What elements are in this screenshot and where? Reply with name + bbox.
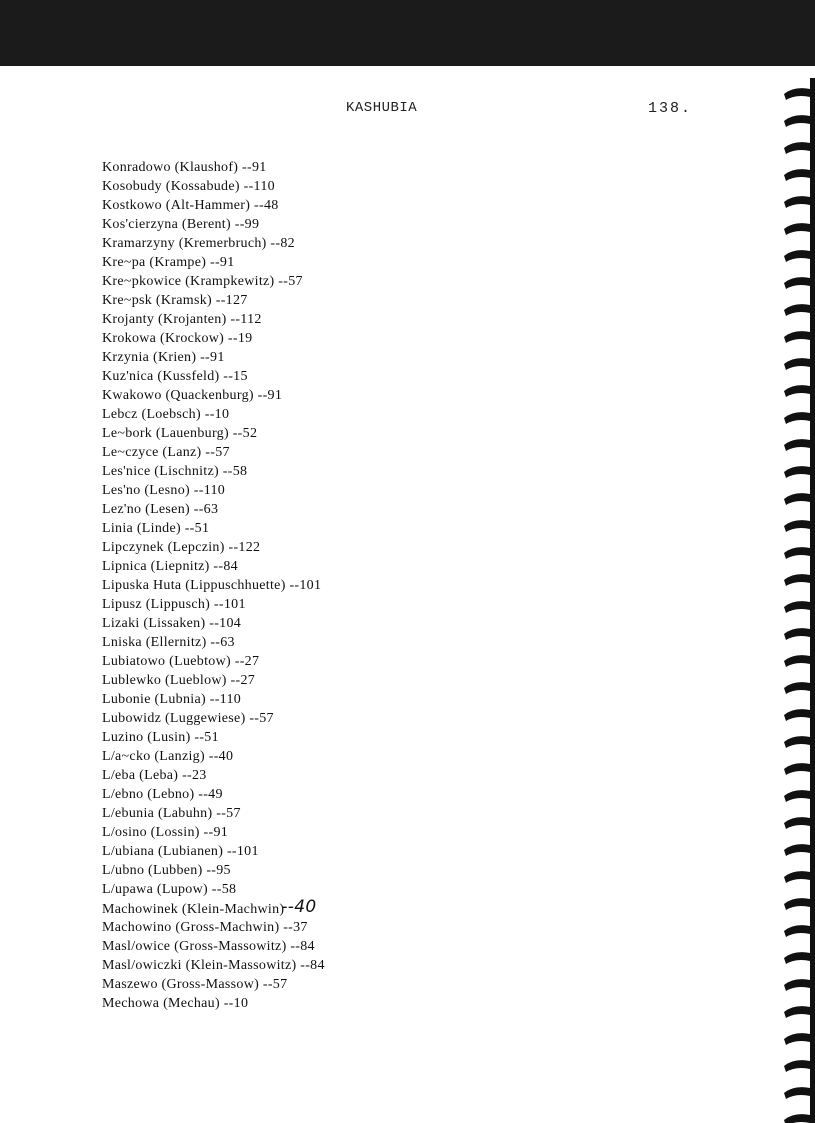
- binding-ring: [784, 1087, 810, 1099]
- binding-ring: [784, 871, 810, 883]
- list-item: [102, 253, 325, 272]
- list-item: [102, 652, 325, 671]
- list-item: [102, 842, 325, 861]
- binding-spine: [810, 78, 815, 1123]
- entry-text: Lubiatowo (Luebtow) --27: [102, 654, 260, 669]
- entry-text: Lez'no (Lesen) --63: [102, 502, 219, 517]
- list-item: [102, 709, 325, 728]
- list-item: [102, 215, 325, 234]
- list-item: [102, 196, 325, 215]
- list-item: [102, 291, 325, 310]
- binding-ring: [784, 439, 810, 451]
- binding-ring: [784, 1006, 810, 1018]
- binding-ring: [784, 925, 810, 937]
- gazetteer-list: [102, 158, 325, 1013]
- list-item: [102, 975, 325, 994]
- list-item: [102, 500, 325, 519]
- list-item: [102, 576, 325, 595]
- list-item: [102, 804, 325, 823]
- entry-text: L/a~cko (Lanzig) --40: [102, 749, 234, 764]
- entry-text: Krzynia (Krien) --91: [102, 350, 225, 365]
- binding-ring: [784, 88, 810, 100]
- binding-ring: [784, 493, 810, 505]
- list-item: [102, 937, 325, 956]
- entry-text: Lipczynek (Lepczin) --122: [102, 540, 261, 555]
- entry-text: L/eba (Leba) --23: [102, 768, 207, 783]
- list-item: [102, 823, 325, 842]
- binding-ring: [784, 790, 810, 802]
- binding-ring: [784, 223, 810, 235]
- entry-text: L/ebno (Lebno) --49: [102, 787, 223, 802]
- entry-text: Kre~psk (Kramsk) --127: [102, 293, 248, 308]
- list-item: [102, 557, 325, 576]
- list-item: [102, 234, 325, 253]
- binding-ring: [784, 358, 810, 370]
- entry-text: Lubowidz (Luggewiese) --57: [102, 711, 274, 726]
- binding-ring: [784, 277, 810, 289]
- list-item: [102, 899, 325, 918]
- entry-text: Lublewko (Lueblow) --27: [102, 673, 256, 688]
- list-item: [102, 329, 325, 348]
- entry-text: L/upawa (Lupow) --58: [102, 882, 237, 897]
- entry-text: Machowino (Gross-Machwin) --37: [102, 920, 308, 935]
- entry-text: Kre~pkowice (Krampkewitz) --57: [102, 274, 303, 289]
- list-item: [102, 386, 325, 405]
- binding-ring: [784, 547, 810, 559]
- binding-ring: [784, 412, 810, 424]
- binding-ring: [784, 709, 810, 721]
- binding-ring: [784, 331, 810, 343]
- entry-text: L/ubno (Lubben) --95: [102, 863, 231, 878]
- scan-top-band: [0, 0, 815, 66]
- entry-text: L/ebunia (Labuhn) --57: [102, 806, 241, 821]
- entry-text: Les'no (Lesno) --110: [102, 483, 226, 498]
- list-item: [102, 519, 325, 538]
- binding-ring: [784, 736, 810, 748]
- entry-text: Kosobudy (Kossabude) --110: [102, 179, 275, 194]
- entry-text: Les'nice (Lischnitz) --58: [102, 464, 248, 479]
- entry-text: Lubonie (Lubnia) --110: [102, 692, 242, 707]
- binding-ring: [784, 628, 810, 640]
- entry-text: Lebcz (Loebsch) --10: [102, 407, 230, 422]
- entry-text: L/osino (Lossin) --91: [102, 825, 229, 840]
- binding-ring: [784, 574, 810, 586]
- entry-text: Le~bork (Lauenburg) --52: [102, 426, 258, 441]
- list-item: [102, 633, 325, 652]
- entry-text: Lipusz (Lippusch) --101: [102, 597, 246, 612]
- spiral-binding: [780, 78, 815, 1123]
- entry-text: Krojanty (Krojanten) --112: [102, 312, 262, 327]
- list-item: [102, 861, 325, 880]
- list-item: [102, 614, 325, 633]
- list-item: [102, 690, 325, 709]
- binding-ring: [784, 655, 810, 667]
- list-item: [102, 424, 325, 443]
- list-item: [102, 443, 325, 462]
- list-item: [102, 918, 325, 937]
- entry-text: Konradowo (Klaushof) --91: [102, 160, 267, 175]
- entry-text: Luzino (Lusin) --51: [102, 730, 219, 745]
- entry-text: L/ubiana (Lubianen) --101: [102, 844, 259, 859]
- binding-ring: [784, 682, 810, 694]
- binding-ring: [784, 196, 810, 208]
- entry-text: Lipnica (Liepnitz) --84: [102, 559, 238, 574]
- entry-text: Masl/owiczki (Klein-Massowitz) --84: [102, 958, 325, 973]
- list-item: [102, 348, 325, 367]
- binding-ring: [784, 952, 810, 964]
- binding-ring: [784, 304, 810, 316]
- list-item: [102, 462, 325, 481]
- binding-ring: [784, 1060, 810, 1072]
- binding-ring: [784, 115, 810, 127]
- entry-text: Kuz'nica (Kussfeld) --15: [102, 369, 248, 384]
- entry-text: Lizaki (Lissaken) --104: [102, 616, 242, 631]
- binding-ring: [784, 250, 810, 262]
- page-number: 138.: [648, 100, 693, 117]
- binding-ring: [784, 844, 810, 856]
- list-item: [102, 405, 325, 424]
- binding-ring: [784, 601, 810, 613]
- list-item: [102, 595, 325, 614]
- entry-text: Mechowa (Mechau) --10: [102, 996, 249, 1011]
- binding-ring: [784, 817, 810, 829]
- entry-text: Machowinek (Klein-Machwin): [102, 902, 285, 917]
- binding-ring: [784, 1114, 810, 1123]
- entry-text: Le~czyce (Lanz) --57: [102, 445, 230, 460]
- entry-text: Kwakowo (Quackenburg) --91: [102, 388, 283, 403]
- binding-ring: [784, 466, 810, 478]
- handwritten-page-ref: --40: [281, 897, 317, 917]
- entry-text: Linia (Linde) --51: [102, 521, 210, 536]
- list-item: [102, 272, 325, 291]
- entry-text: Lipuska Huta (Lippuschhuette) --101: [102, 578, 322, 593]
- entry-text: Masl/owice (Gross-Massowitz) --84: [102, 939, 315, 954]
- binding-ring: [784, 898, 810, 910]
- entry-text: Krokowa (Krockow) --19: [102, 331, 253, 346]
- list-item: [102, 158, 325, 177]
- binding-ring: [784, 142, 810, 154]
- list-item: [102, 728, 325, 747]
- binding-ring: [784, 763, 810, 775]
- list-item: [102, 310, 325, 329]
- entry-text: Lniska (Ellernitz) --63: [102, 635, 235, 650]
- list-item: [102, 367, 325, 386]
- entry-text: Maszewo (Gross-Massow) --57: [102, 977, 288, 992]
- list-item: [102, 956, 325, 975]
- entry-text: Kre~pa (Krampe) --91: [102, 255, 235, 270]
- binding-ring: [784, 1033, 810, 1045]
- list-item: [102, 538, 325, 557]
- list-item: [102, 785, 325, 804]
- entry-text: Kos'cierzyna (Berent) --99: [102, 217, 260, 232]
- binding-ring: [784, 979, 810, 991]
- list-item: [102, 766, 325, 785]
- binding-ring: [784, 385, 810, 397]
- list-item: [102, 747, 325, 766]
- entry-text: Kramarzyny (Kremerbruch) --82: [102, 236, 295, 251]
- binding-ring: [784, 520, 810, 532]
- list-item: [102, 671, 325, 690]
- list-item: [102, 177, 325, 196]
- list-item: [102, 994, 325, 1013]
- list-item: [102, 481, 325, 500]
- entry-text: Kostkowo (Alt-Hammer) --48: [102, 198, 279, 213]
- page-title: KASHUBIA: [346, 100, 418, 116]
- binding-ring: [784, 169, 810, 181]
